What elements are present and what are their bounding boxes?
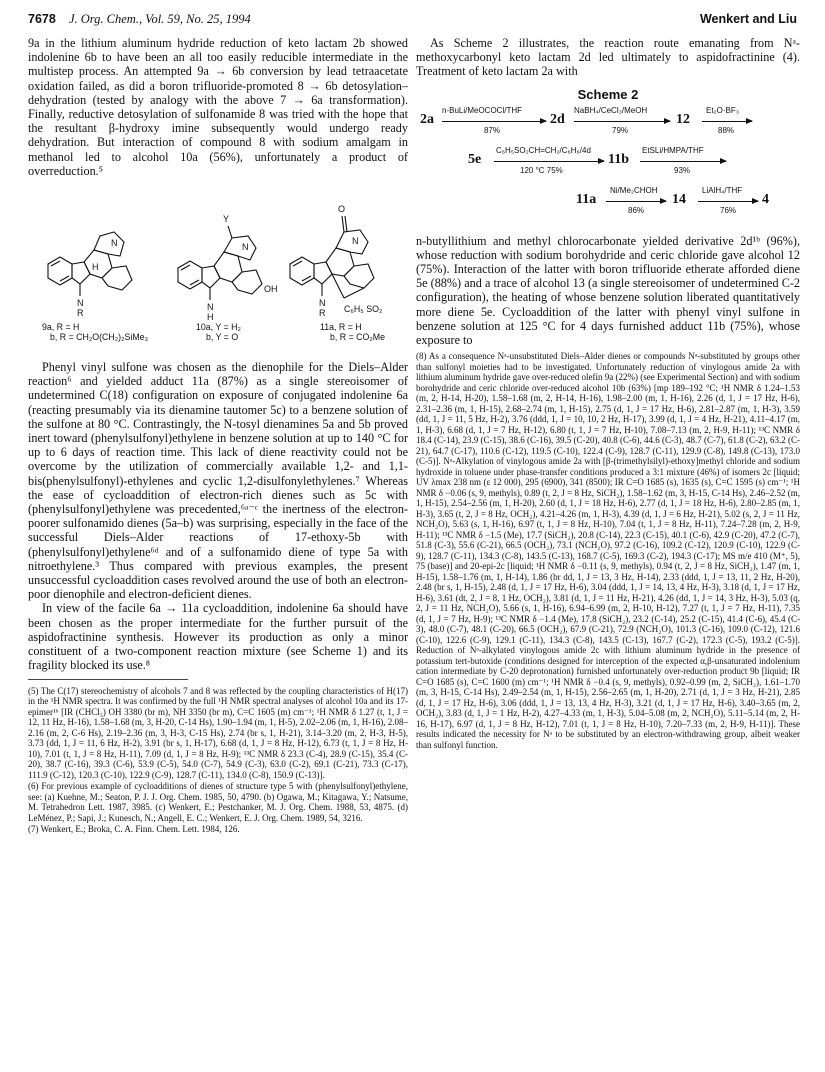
structures-figure <box>28 186 408 354</box>
compound-12: 12 <box>676 111 690 127</box>
reagent-7: LiAlH₄/THF <box>702 185 743 195</box>
reagent-4: C₆H₅SO₂CH=CH₂/C₆H₆/4d <box>496 145 591 155</box>
s10-atom-n2: N <box>242 242 249 253</box>
yield-1: 87% <box>484 125 501 135</box>
structure-9-drawing <box>48 232 132 296</box>
arrow-5 <box>640 161 726 162</box>
arrow-4 <box>494 161 604 162</box>
s10-atom-n: N <box>207 302 214 313</box>
structure-10-caption: 10a, Y = H₂ b, Y = O <box>196 322 241 343</box>
s11-atom-r: R <box>319 308 326 319</box>
reagent-6: Ni/Me₂CHOH <box>610 185 658 195</box>
running-authors: Wenkert and Liu <box>699 12 797 26</box>
footnote-8: (8) As a consequence Nᵃ-unsubstituted Diels–Alder dienes or compounds Nᵃ-substituted by groups other than sulfonyl moieties had to be investigated. Unfortunately reduction of vinylogous amide 2a with lithium aluminum hydride gave over-reduced olefin 9a (22%) (see Experimental Section) and with sodium borohydride and ceric chloride over-reduced alcohol 10b (63%) [mp 189–192 °C; ¹H NMR δ 1.24–1.53 (m, 2, H-14, H-20), 1.58–1.68 (m, 2, H-14, H-16), 1.98–2.00 (m, 1, H-16), 2.26 (d, 1, J = 17 Hz, H-6), 2.31–2.36 (m, 1, H-15), 2.68–2.74 (m, 1, H-15), 2.75 (d, 1, J = 17 Hz, H-6), 2.81–2.87 (m, 1, H-3), 3.59 (dd, 1, J = 11, 5 Hz, H-2), 3.76 (ddd, 1, J = 10, 10, 2 Hz, H-17), 3.99 (d, 1, J = 4 Hz, H-21), 4.11–4.17 (m, 1, H-3), 6.68 (d, 1, J = 7 Hz, H-12), 6.80 (t, 1, J = 7 Hz, H-10), 7.08–7.13 (m, 2, H-9, H-11); ¹³C NMR δ 18.4 (C-14), 23.9 (C-15), 38.6 (C-16), 39.5 (C-20), 40.8 (C-6), 44.6 (C-3), 48.7 (C-7), 61.8 (C-2), 63.2 (C-21), 64.7 (C-17), 110.6 (C-12), 119.5 (C-10), 122.4 (C-9), 128.7 (C-11), 129.9 (C-8), 149.8 (C-13), 173.0 (C-5)]. Nᵃ-Alkylation of vinylogous amide 2a with [β-(trimethylsilyl)-ethoxy]methyl chloride and sodium hydroxide in toluene under phase-transfer conditions produced a 3:1 mixture (46%) of isomers 2c [liquid; UV λmax 238 nm (ε 12 000), 295 (6900), 341 (8500); IR C=O 1685 (s), 1635 (s), C=C 1595 (s) cm⁻¹; ¹H NMR δ −0.06 (s, 9, methyls), 0.89 (t, 2, J = 8 Hz, SiCH₂), 1.58–1.62 (m, 3, H-15, C-14 Hs), 2.46–2.52 (m, 1, H-15), 2.54–2.56 (m, 1, H-20), 2.60 (d, 1, J = 18 Hz, H-6), 2.77 (d, 1, J = 18 Hz, H-6), 2.80–2.85 (m, 1, H-3), 3.65 (t, 2, J = 8 Hz, OCH₂), 4.21–4.26 (m, 1, H-3), 4.39 (d, 1, J = 6 Hz, H-21), 5.02 (s, 2, J = 11 Hz, NCH₂O), 5.63 (s, 1, H-16), 6.97 (t, 1, J = 8 Hz, H-10), 7.04 (t, 1, J = 8 Hz, H-11), 7.24–7.28 (m, 2, H-9, H-11); ¹³C NMR δ −1.5 (Me), 17.7 (SiCH₂), 20.8 (C-14), 22.3 (C-15), 40.1 (C-6), 42.9 (C-20), 47.2 (C-7), 51.8 (C-3), 55.6 (C-21), 66.5 (OCH₂), 73.1 (NCH₂O), 97.2 (C-16), 109.2 (C-12), 120.9 (C-10), 122.9 (C-9), 128.7 (C-11), 134.3 (C-8), 143.5 (C-13), 168.7 (C-5), 169.3 (C-2), 194.3 (C-17); MS m/e 410 (M⁺, 5), 75 (base)] and 20-epi-2c [liquid; ¹H NMR δ −0.11 (s, 9, methyls), 0.94 (t, 2, J = 8 Hz, SiCH₂), 1.47 (m, 1, H-15), 1.58–1.76 (m, 1, H-14), 1.86 (br dd, 1, J = 13, 3 Hz, H-14), 2.33 (ddd, 1, J = 13, 11, 2 Hz, H-20), 2.48 (br s, 1, H-15), 2.48 (d, 1, J = 17 Hz, H-6), 3.04 (ddd, 1, J = 14, 13, 4 Hz, H-3), 3.18 (d, 1, J = 17 Hz, H-6), 3.61 (dt, 2, J = 8, 1 Hz, OCH₂), 3.81 (d, 1, J = 11 Hz, H-21), 4.26 (dd, 1, J = 14, 3 Hz, H-3), 5.03 (q, 2, J = 11 Hz, NCH₂O), 5.66 (s, 1, H-16), 6.94–6.99 (m, 2, H-10, H-12), 7.27 (t, 1, J = 7 Hz, H-11), 7.35 (d, 1, J = 7 Hz, H-9); ¹³C NMR δ −1.4 (Me), 17.8 (SiCH₂), 23.2 (C-14), 25.2 (C-15), 41.4 (C-6), 45.4 (C-3), 48.0 (C-7), 48.1 (C-20), 66.5 (OCH₂), 67.9 (C-21), 72.9 (NCH₂O), 101.3 (C-16), 109.0 (C-12), 121.6 (C-10), 122.6 (C-9), 129.1 (C-11), 134.3 (C-8), 143.5 (C-13), 167.7 (C-2), 172.3 (C-5), 193.2 (C-5)]. Reduction of Nᵃ-alkylated vinylogous amide 2c with lithium aluminum hydride in the presence of potassium tert-butoxide (conditions designed for interception of the expected α,β-unsaturated indolenium cation intermediate by C-20 deprotonation) furnished unfortunately over-reduction product 9b [liquid; IR C=O 1685 (s), C=C 1600 (m) cm⁻¹; ¹H NMR δ −0.4 (s, 9, methyls), 0.92–0.99 (m, 2, SiCH₂), 1.61–1.70 (m, 3, H-15, C-14 Hs), 2.49–2.54 (m, 1, H-15), 2.56–2.65 (m, 1, H-20), 2.71 (d, 1, J = 3 Hz, H-21), 2.85 (d, 1, J = 17 Hz, H-6), 3.06 (ddd, 1, J = 13, 13, 4 Hz, H-3), 3.21 (d, 1, J = 17 Hz, H-6), 3.40–3.65 (m, 2, OCH₂), 3.83 (d, 1, J = 1 Hz, H-2), 4.27–4.33 (m, 1, H-3), 5.04–5.08 (m, 2, NCH₂O), 5.11–5.14 (m, 2, H-16, H-17), 6.97 (d, 1, J = 8 Hz, H-12), 7.01 (t, 1, J = 8 Hz, H-10), 7.20–7.33 (m, 2, H-9, H-11)]. These results indicated the necessity for Nᵃ to be substituted by an electron-withdrawing group, albeit weaker than sulfonyl function. <box>416 351 800 750</box>
footnote-7: (7) Wenkert, E.; Broka, C. A. Finn. Chem. Lett. 1984, 126. <box>28 824 240 834</box>
s10-atom-oh: OH <box>264 284 278 295</box>
arrow-3 <box>702 121 752 122</box>
compound-2a: 2a <box>420 111 434 127</box>
yield-3: 88% <box>718 125 735 135</box>
footnote-5: (5) The C(17) stereochemistry of alcohols 7 and 8 was reflected by the coupling characteristics of H(17) in the ¹H NMR spectra. It was confirmed by the full ¹H NMR spectral analyses of alcohol 10a and its 17-epimer¹ᵇ [IR (CHCl₃) OH 3380 (br m), NH 3350 (br m), C=C 1605 (m) cm⁻¹; ¹H NMR δ 1.27 (t, 1, J = 12, 11 Hz, H-16), 1.58–1.68 (m, 3, H-20, C-14 Hs), 1.90–1.94 (m, 1, H-5), 2.02–2.06 (m, 1, H-16), 2.08–2.16 (m, 2, C-6 Hs), 2.19–2.36 (m, 3, H-3, C-15 Hs), 2.74 (br s, 1, H-21), 3.14–3.20 (m, 2, H-3, H-5), 3.73 (dd, 1, J = 11, 6 Hz, H-2), 3.91 (br s, 1, H-17), 6.68 (d, 1, J = 8 Hz, H-12), 6.73 (t, 1, J = 8 Hz, H-10), 7.01 (t, 1, J = 8 Hz, H-11), 7.09 (d, 1, J = 8 Hz, H-9); ¹³C NMR δ 23.3 (C-4), 28.9 (C-15), 35.4 (C-20), 38.7 (C-16), 39.3 (C-6), 53.9 (C-5), 54.0 (C-7), 54.9 (C-3), 63.0 (C-2), 69.1 (C-21), 73.3 (C-17), 111.9 (C-12), 120.3 (C-10), 122.9 (C-9), 128.7 (C-11), 134.0 (C-8), 150.9 (C-13)]. <box>28 685 408 780</box>
s9-atom-r: R <box>77 308 84 319</box>
structure-11-caption: 11a, R = H b, R = CO₂Me <box>320 322 385 343</box>
yield-7: 76% <box>720 205 737 215</box>
left-paragraph-3: In view of the facile 6a → 11a cycloaddition, indolenine 6a should have been chosen as the proper intermediate for the further pursuit of the aspidofractinine synthesis. However its production as only a minor constituent of a two-component reaction mixture (see Scheme 1) and its fragility blocked its use.⁸ <box>28 601 408 673</box>
right-column <box>416 36 800 751</box>
s9-atom-n: N <box>77 298 84 309</box>
reagent-2: NaBH₄/CeCl₃/MeOH <box>574 105 648 115</box>
s10-atom-y: Y <box>223 214 230 225</box>
scheme-2 <box>416 106 800 224</box>
arrow-7 <box>698 201 758 202</box>
reagent-3: Et₂O·BF₃ <box>706 105 740 115</box>
footnote-rule <box>28 679 188 680</box>
footnote-6: (6) For previous example of cycloadditions of dienes of structure type 5 with (phenylsulfonyl)ethylene, see: (a) Kuehne, M.; Seaton, P. J. J. Org. Chem. 1985, 50, 4790. (b) Ogawa, M.; Kitagawa, Y.; Natsume, M. Tetrahedron Lett. 1987, 3985. (c) Wenkert, E.; Pestchanker, M. J. Org. Chem. 1988, 53, 4875. (d) LeMénez, P.; Sapi, J.; Kunesch, N.; Angell, E. C.; Wenkert, E. J. Org. Chem. 1989, 54, 3216. <box>28 781 408 823</box>
compound-11b: 11b <box>608 151 630 167</box>
arrow-6 <box>606 201 666 202</box>
page-number: 7678 <box>28 12 56 26</box>
s9-atom-n2: N <box>111 238 118 249</box>
structure-11-drawing <box>290 216 374 298</box>
compound-2d: 2d <box>550 111 565 127</box>
s11-atom-o: O <box>338 204 346 215</box>
s9-atom-h: H <box>92 262 99 273</box>
arrow-1 <box>442 121 546 122</box>
yield-5: 93% <box>674 165 691 175</box>
yield-6: 86% <box>628 205 645 215</box>
s10-atom-h: H <box>207 312 214 323</box>
running-header <box>28 12 797 30</box>
arrow-2 <box>574 121 670 122</box>
structure-9-caption: 9a, R = H b, R = CH₂O(CH₂)₂SiMe₃ <box>42 322 149 343</box>
compound-11a: 11a <box>576 191 597 207</box>
compound-14: 14 <box>672 191 686 207</box>
yield-2: 79% <box>612 125 629 135</box>
compound-5e: 5e <box>468 151 482 167</box>
compound-4: 4 <box>762 191 769 207</box>
s11-atom-n: N <box>352 236 359 247</box>
right-paragraph-1: As Scheme 2 illustrates, the reaction route emanating from Nᵃ-methoxycarbonyl keto lactam 2d led ultimately to aspidofractinine (4). Treatment of keto lactam 2a with <box>416 36 800 79</box>
structure-10-drawing <box>178 226 262 300</box>
reagent-1: n-BuLi/MeOCOCl/THF <box>442 105 523 115</box>
left-paragraph-2: Phenyl vinyl sulfone was chosen as the dienophile for the Diels–Alder reaction⁶ and yielded adduct 11a (87%) as a single stereoisomer of undetermined C(18) configuration on exposure of conjugated indolenine 6a (reacting presumably via its dienamine tautomer 5c) to a benzene solution of the sulfone at 80 °C. Contrastingly, the N-tosyl dienamines 5a and 5b proved inert toward (phenylsulfonyl)ethylene in benzene solution at up to 140 °C for up to 6 days of reaction time. This lack of diene reactivity could not be overcome by the utilization of commercially available 1,2- and 1,1-bis(phenylsulfonyl)-ethylenes and cyclic 1,2-disulfonylethylenes.⁷ Whereas the ease of cycloaddition of electron-rich dienes such as 5c with (phenylsulfonyl)ethylene was precedented,⁶ᵃ⁻ᶜ the inertness of the electron-poorer sulfonamido dienes (5a–b) was surprising, especially in the face of the successful Diels–Alder reactions of 17-ethoxy-5b with (phenylsulfonyl)ethylene⁶ᵈ and of a sulfonamido diene of type 5a with nitroethylene.³ Thus compared with previous examples, the present unsuccessful cycloaddition cases revolved around the use of both an electron-poor dienophile and electron-deficient dienes. <box>28 360 408 602</box>
scheme-2-title: Scheme 2 <box>577 86 639 102</box>
right-paragraph-2: n-butyllithium and methyl chlorocarbonate yielded derivative 2d¹ᵇ (96%), whose reduction with sodium borohydride and ceric chloride gave alcohol 12 (75%). Interaction of the latter with boron trifluoride etherate afforded diene 5e (88%) and a trace of alcohol 13 (a single stereoisomer of undetermined C-2 configuration), the heating of whose benzene solution liberated quantitatively more diene 5e. Cycloaddition of the latter with phenyl vinyl sulfone in benzene solution at 125 °C for 4 days furnished adduct 11b (75%), whose exposure to <box>416 233 800 348</box>
left-paragraph-1: 9a in the lithium aluminum hydride reduction of keto lactam 2b showed indolenine 6b to have been an all too easily reducible intermediate in the multistep process. An attempted 9a → 6b conversion by lead tetraacetate oxidation failed, as did a boron trifluoride-promoted 8 → 6b detosylation–dehydration (tested by analogy with the above 7 → 6a transformation). Finally, reductive detosylation of sulfonamide 8 was tried with the hope that the resultant β-hydroxy imine subsequently would undergo ready dehydration. But interaction of compound 8 with sodium amalgam in methanol led to alcohol 10a (56%), unfortunately a product of overreduction.⁵ <box>28 36 408 178</box>
structure-11-sulfonyl-label: C₆H₅ SO₂ <box>344 304 383 315</box>
journal-citation: J. Org. Chem., Vol. 59, No. 25, 1994 <box>68 12 251 26</box>
left-column <box>28 36 408 836</box>
s11-atom-n2: N <box>319 298 326 309</box>
reagent-5: EtSLi/HMPA/THF <box>642 145 704 155</box>
yield-4: 120 °C 75% <box>520 165 563 175</box>
